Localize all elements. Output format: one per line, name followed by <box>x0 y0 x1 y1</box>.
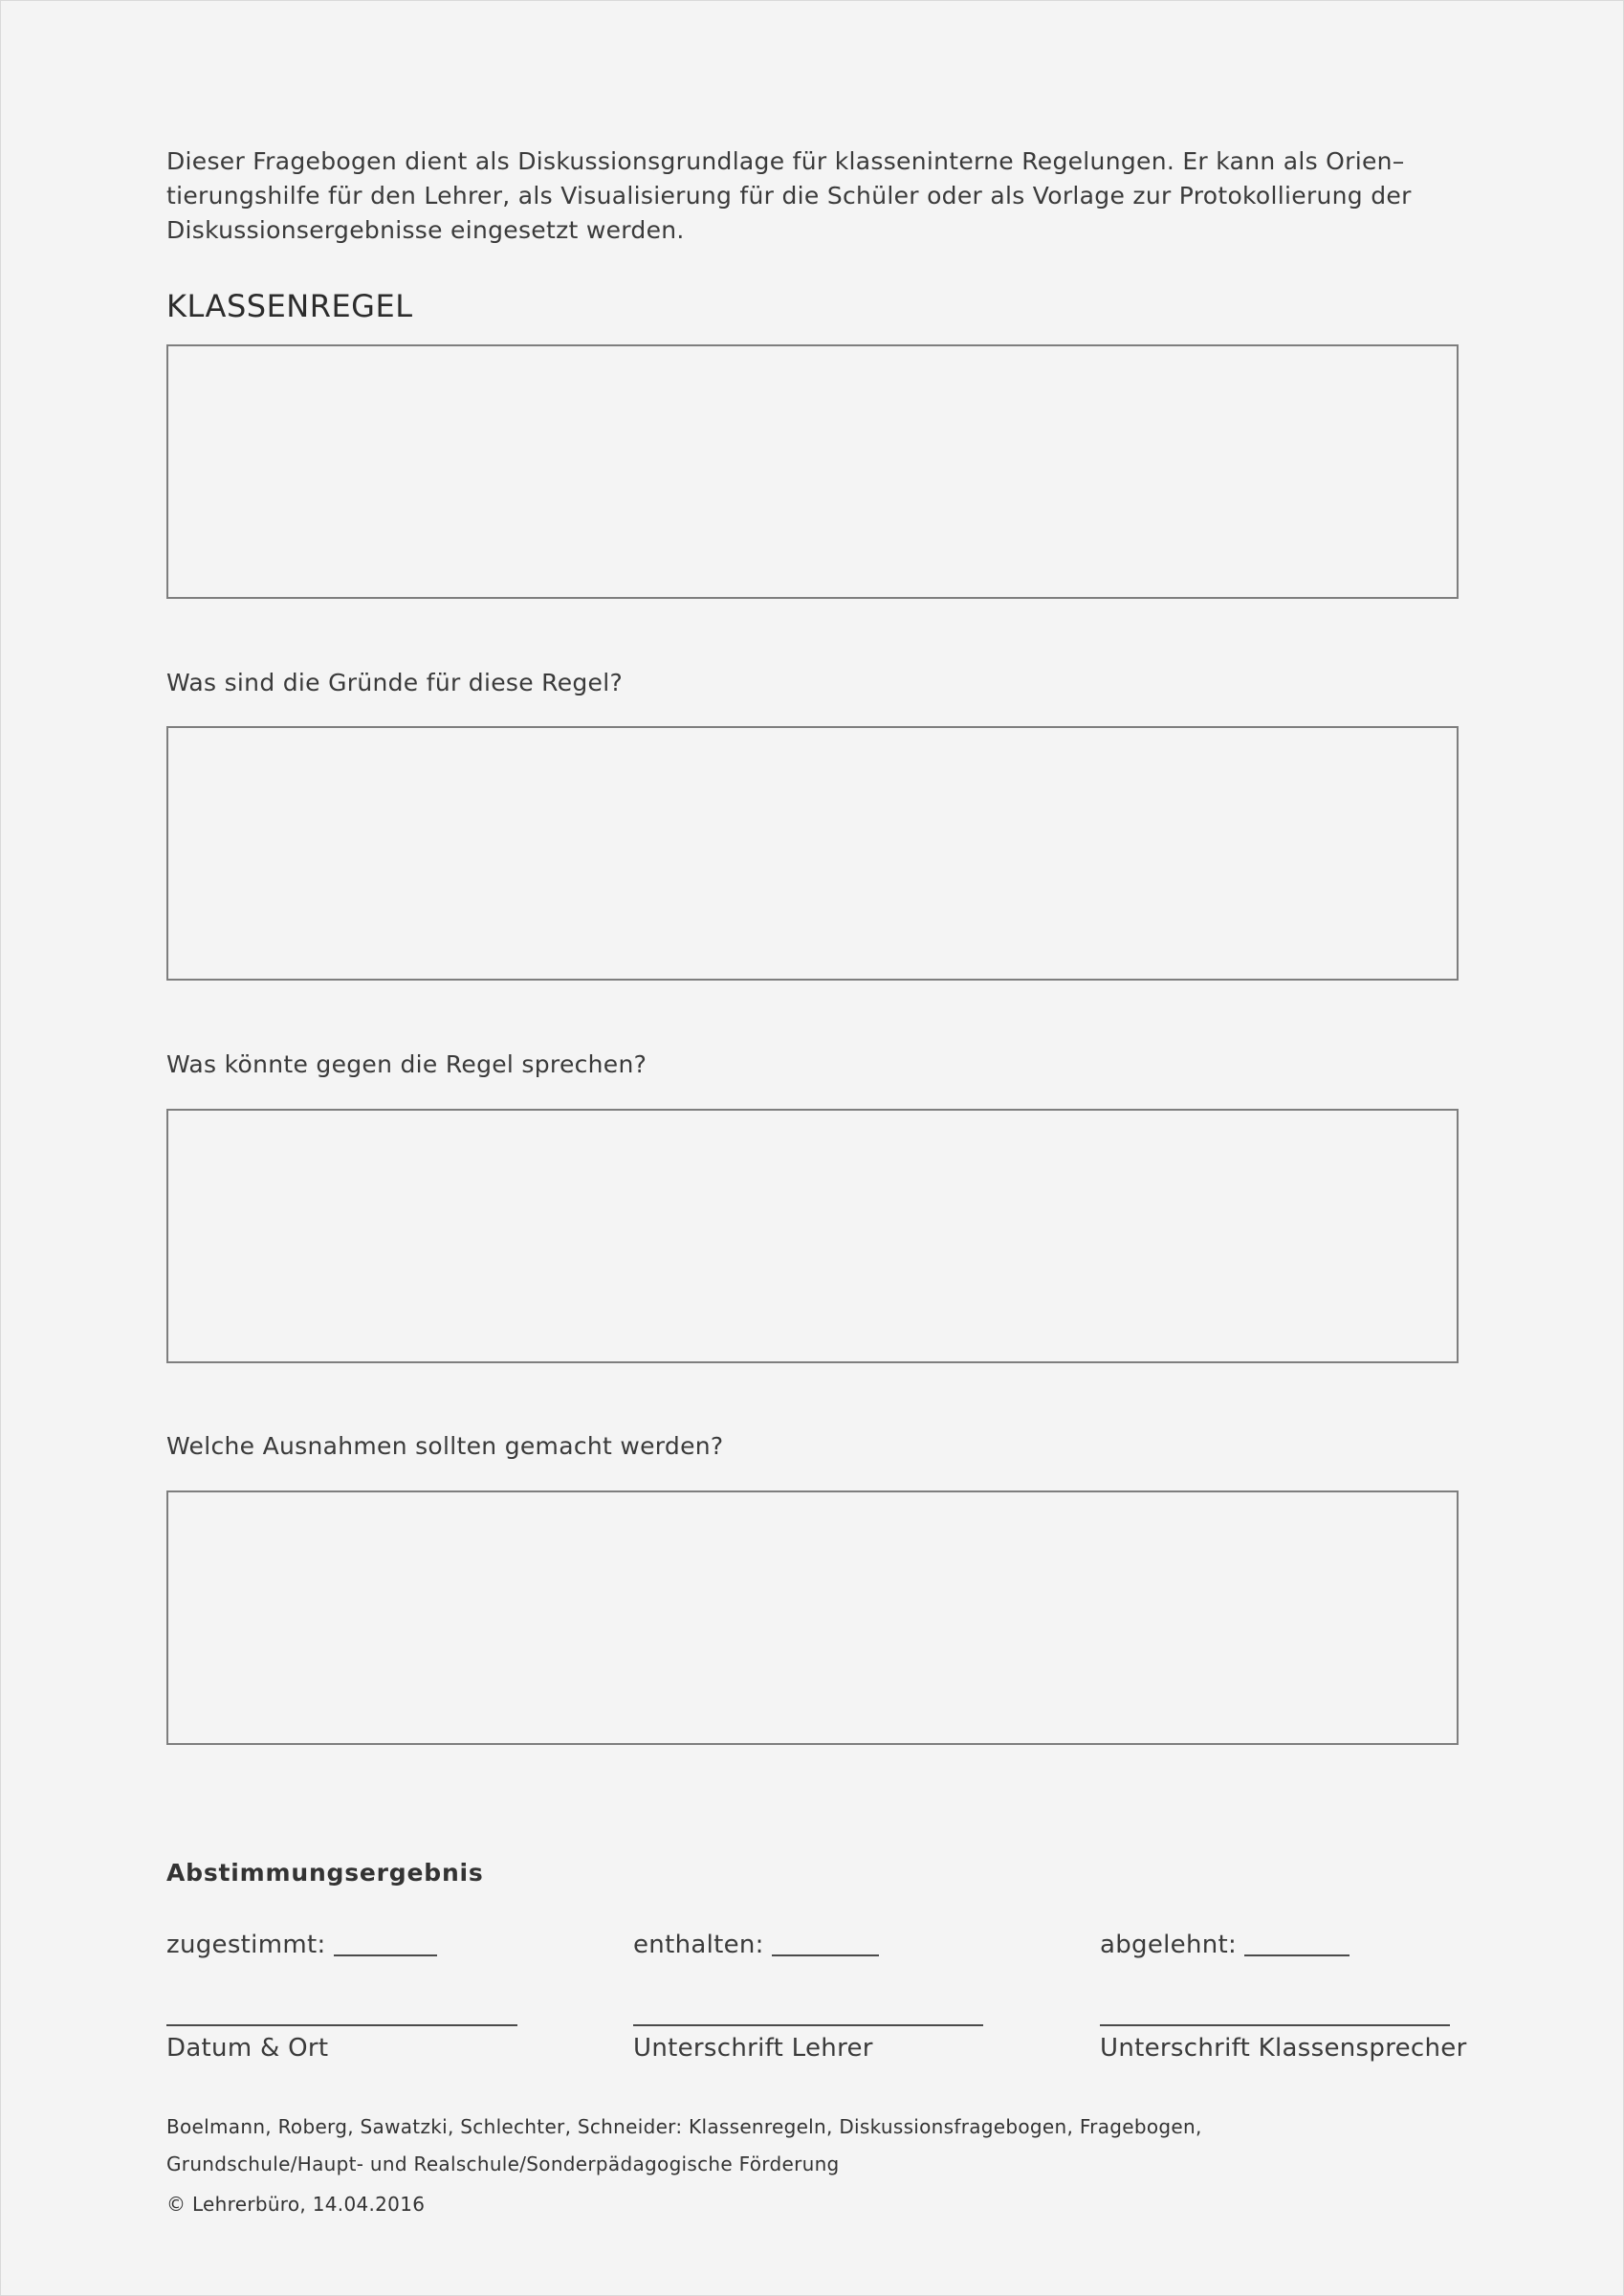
intro-paragraph <box>166 144 1448 248</box>
question-counterarguments: Was könnte gegen die Regel sprechen? <box>166 1050 647 1078</box>
question-exceptions: Welche Ausnahmen sollten gemacht werden? <box>166 1432 724 1460</box>
intro-line: Dieser Fragebogen dient als Diskussionsgrundlage für klasseninterne Regelungen. Er kann als Orien– <box>166 147 1405 175</box>
page-title: KLASSENREGEL <box>166 288 413 324</box>
vote-abstained-label: enthalten: <box>633 1931 764 1959</box>
intro-line: Diskussionsergebnisse eingesetzt werden. <box>166 216 685 244</box>
vote-rejected <box>1100 1931 1350 1959</box>
teacher-signature-line[interactable] <box>633 2024 983 2026</box>
counterarguments-answer-box[interactable] <box>166 1109 1459 1363</box>
date-place-line[interactable] <box>166 2024 517 2026</box>
vote-abstained <box>633 1931 879 1959</box>
vote-approved-label: zugestimmt: <box>166 1931 326 1959</box>
vote-heading: Abstimmungsergebnis <box>166 1859 484 1887</box>
class-rep-signature-line[interactable] <box>1100 2024 1450 2026</box>
footer-copyright: © Lehrerbüro, 14.04.2016 <box>166 2193 426 2216</box>
vote-abstained-blank[interactable] <box>772 1954 879 1956</box>
reasons-answer-box[interactable] <box>166 726 1459 981</box>
date-place-label: Datum & Ort <box>166 2034 329 2063</box>
exceptions-answer-box[interactable] <box>166 1490 1459 1745</box>
teacher-signature-label: Unterschrift Lehrer <box>633 2034 873 2063</box>
footer-citation-line: Boelmann, Roberg, Sawatzki, Schlechter, Schneider: Klassenregeln, Diskussionsfragebogen, Fragebogen, <box>166 2115 1202 2138</box>
question-reasons: Was sind die Gründe für diese Regel? <box>166 669 624 696</box>
vote-approved <box>166 1931 437 1959</box>
intro-line: tierungshilfe für den Lehrer, als Visualisierung für die Schüler oder als Vorlage zur Protokollierung der <box>166 182 1412 210</box>
rule-answer-box[interactable] <box>166 344 1459 599</box>
vote-rejected-label: abgelehnt: <box>1100 1931 1238 1959</box>
footer-citation-line: Grundschule/Haupt- und Realschule/Sonderpädagogische Förderung <box>166 2152 840 2175</box>
class-rep-signature-label: Unterschrift Klassensprecher <box>1100 2034 1467 2063</box>
vote-approved-blank[interactable] <box>334 1954 437 1956</box>
vote-rejected-blank[interactable] <box>1244 1954 1350 1956</box>
